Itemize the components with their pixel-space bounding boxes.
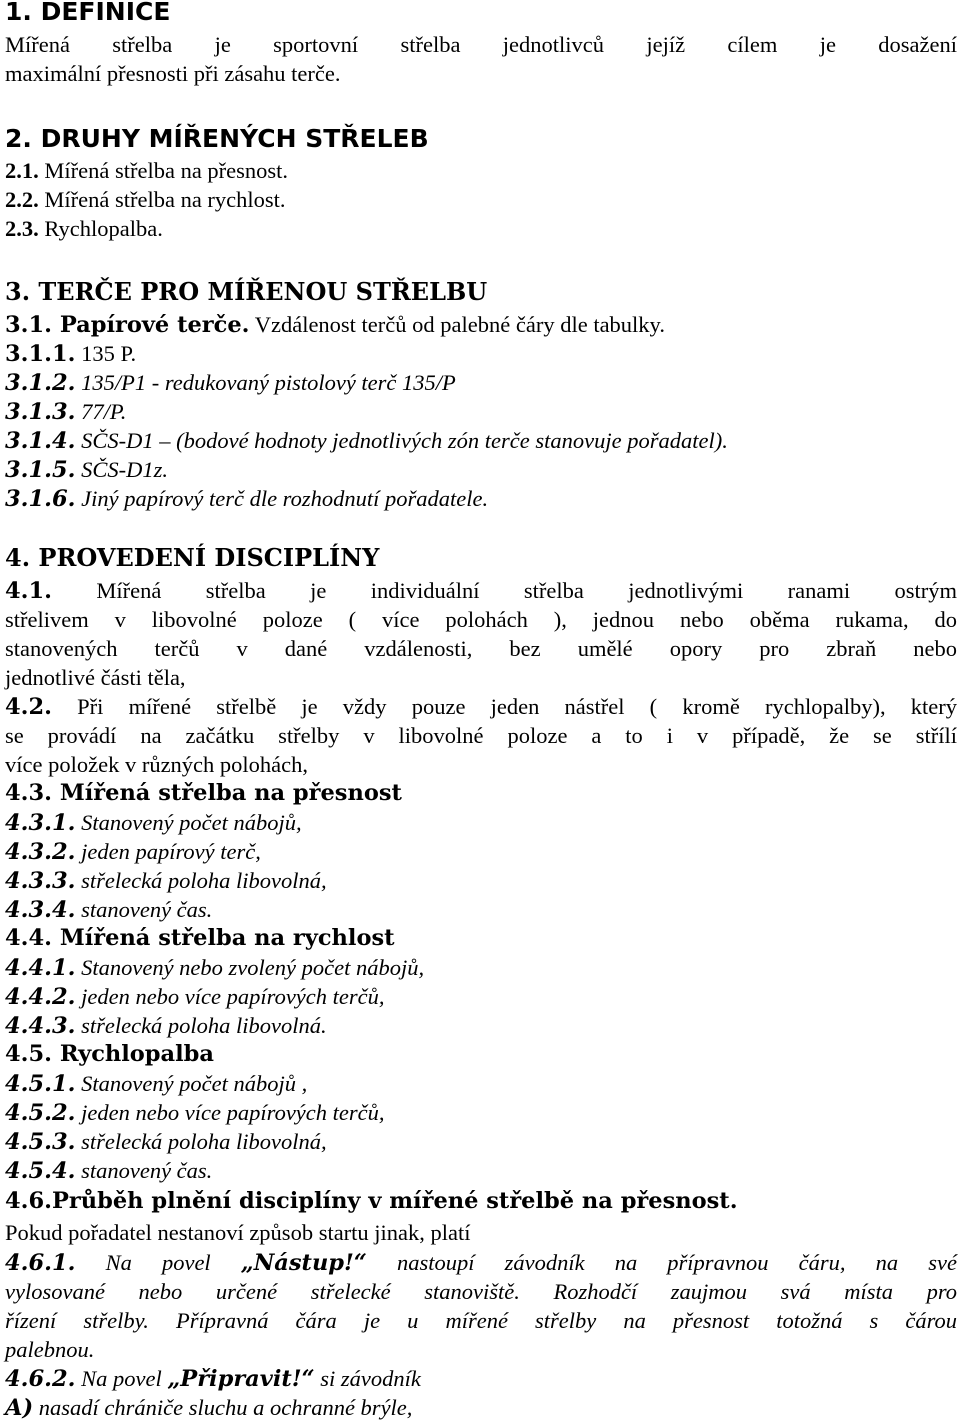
paragraph-4-1-line: jednotlivé části těla, <box>5 665 186 690</box>
list-item: 4.4.1. Stanovený nebo zvolený počet nábojů, <box>5 955 425 981</box>
list-item: 4.3.2. jeden papírový terč, <box>5 839 261 865</box>
paragraph-intro: Pokud pořadatel nestanoví způsob startu jinak, platí <box>5 1220 471 1245</box>
paragraph-a: A) nasadí chrániče sluchu a ochranné brýle, <box>5 1395 413 1421</box>
subsection-4-4: 4.4. Mířená střelba na rychlost <box>5 925 395 951</box>
paragraph-4-2-line: více položek v různých polohách, <box>5 752 309 777</box>
list-item: 4.4.3. střelecká poloha libovolná. <box>5 1013 327 1039</box>
paragraph-4-6-1-line: vylosované nebo určené střelecké stanoviště. Rozhodčí zaujmou svá místa pro <box>5 1279 957 1304</box>
list-item: 4.3.3. střelecká poloha libovolná, <box>5 868 327 894</box>
list-item: 3.1.2. 135/P1 - redukovaný pistolový terč 135/P <box>5 370 456 396</box>
definition-line-1: Mířená střelba je sportovní střelba jednotlivců jejíž cílem je dosažení <box>5 32 957 57</box>
heading-provedeni: 4. PROVEDENÍ DISCIPLÍNY <box>5 543 380 572</box>
subsection-3-1: 3.1. Papírové terče. Vzdálenost terčů od palebné čáry dle tabulky. <box>5 312 665 338</box>
paragraph-4-1-line: 4.1. Mířená střelba je individuální střelba jednotlivými ranami ostrým <box>5 578 957 604</box>
list-item: 4.5.2. jeden nebo více papírových terčů, <box>5 1100 385 1126</box>
list-item: 4.5.4. stanovený čas. <box>5 1158 213 1184</box>
list-item: 3.1.4. SČS-D1 – (bodové hodnoty jednotlivých zón terče stanovuje pořadatel). <box>5 428 728 454</box>
paragraph-4-6-2: 4.6.2. Na povel „Připravit!“ si závodník <box>5 1366 421 1392</box>
list-item: 4.4.2. jeden nebo více papírových terčů, <box>5 984 385 1010</box>
list-item: 4.3.4. stanovený čas. <box>5 897 213 923</box>
heading-druhy: 2. DRUHY MÍŘENÝCH STŘELEB <box>5 124 429 153</box>
subsection-4-5: 4.5. Rychlopalba <box>5 1041 214 1067</box>
definition-line-2: maximální přesnosti při zásahu terče. <box>5 61 341 86</box>
list-item: 3.1.3. 77/P. <box>5 399 127 425</box>
list-item: 3.1.5. SČS-D1z. <box>5 457 168 483</box>
paragraph-4-1-line: střelivem v libovolné poloze ( více polohách ), jednou nebo oběma rukama, do <box>5 607 957 632</box>
list-item: 3.1.1. 135 P. <box>5 341 137 367</box>
paragraph-4-6-1-line: 4.6.1. Na povel „Nástup!“ nastoupí závodník na přípravnou čáru, na své <box>5 1250 957 1276</box>
subsection-4-6: 4.6.Průběh plnění disciplíny v mířené střelbě na přesnost. <box>5 1188 738 1214</box>
list-item: 3.1.6. Jiný papírový terč dle rozhodnutí pořadatele. <box>5 486 489 512</box>
heading-definice: 1. DEFINICE <box>5 0 171 26</box>
list-item: 2.1. Mířená střelba na přesnost. <box>5 158 289 183</box>
paragraph-4-2-line: 4.2. Při mířené střelbě je vždy pouze jeden nástřel ( kromě rychlopalby), který <box>5 694 957 720</box>
paragraph-4-6-1-line: palebnou. <box>5 1337 95 1362</box>
paragraph-4-1-line: stanovených terčů v dané vzdálenosti, bez umělé opory pro zbraň nebo <box>5 636 957 661</box>
heading-terce: 3. TERČE PRO MÍŘENOU STŘELBU <box>5 277 488 306</box>
list-item: 4.5.1. Stanovený počet nábojů , <box>5 1071 308 1097</box>
list-item: 2.2. Mířená střelba na rychlost. <box>5 187 286 212</box>
list-item: 4.3.1. Stanovený počet nábojů, <box>5 810 302 836</box>
paragraph-4-6-1-line: řízení střelby. Přípravná čára je u mířené střelby na přesnost totožná s čárou <box>5 1308 957 1333</box>
paragraph-4-2-line: se provádí na začátku střelby v libovolné poloze a to i v případě, že se střílí <box>5 723 957 748</box>
list-item: 2.3. Rychlopalba. <box>5 216 163 241</box>
subsection-4-3: 4.3. Mířená střelba na přesnost <box>5 780 402 806</box>
list-item: 4.5.3. střelecká poloha libovolná, <box>5 1129 327 1155</box>
